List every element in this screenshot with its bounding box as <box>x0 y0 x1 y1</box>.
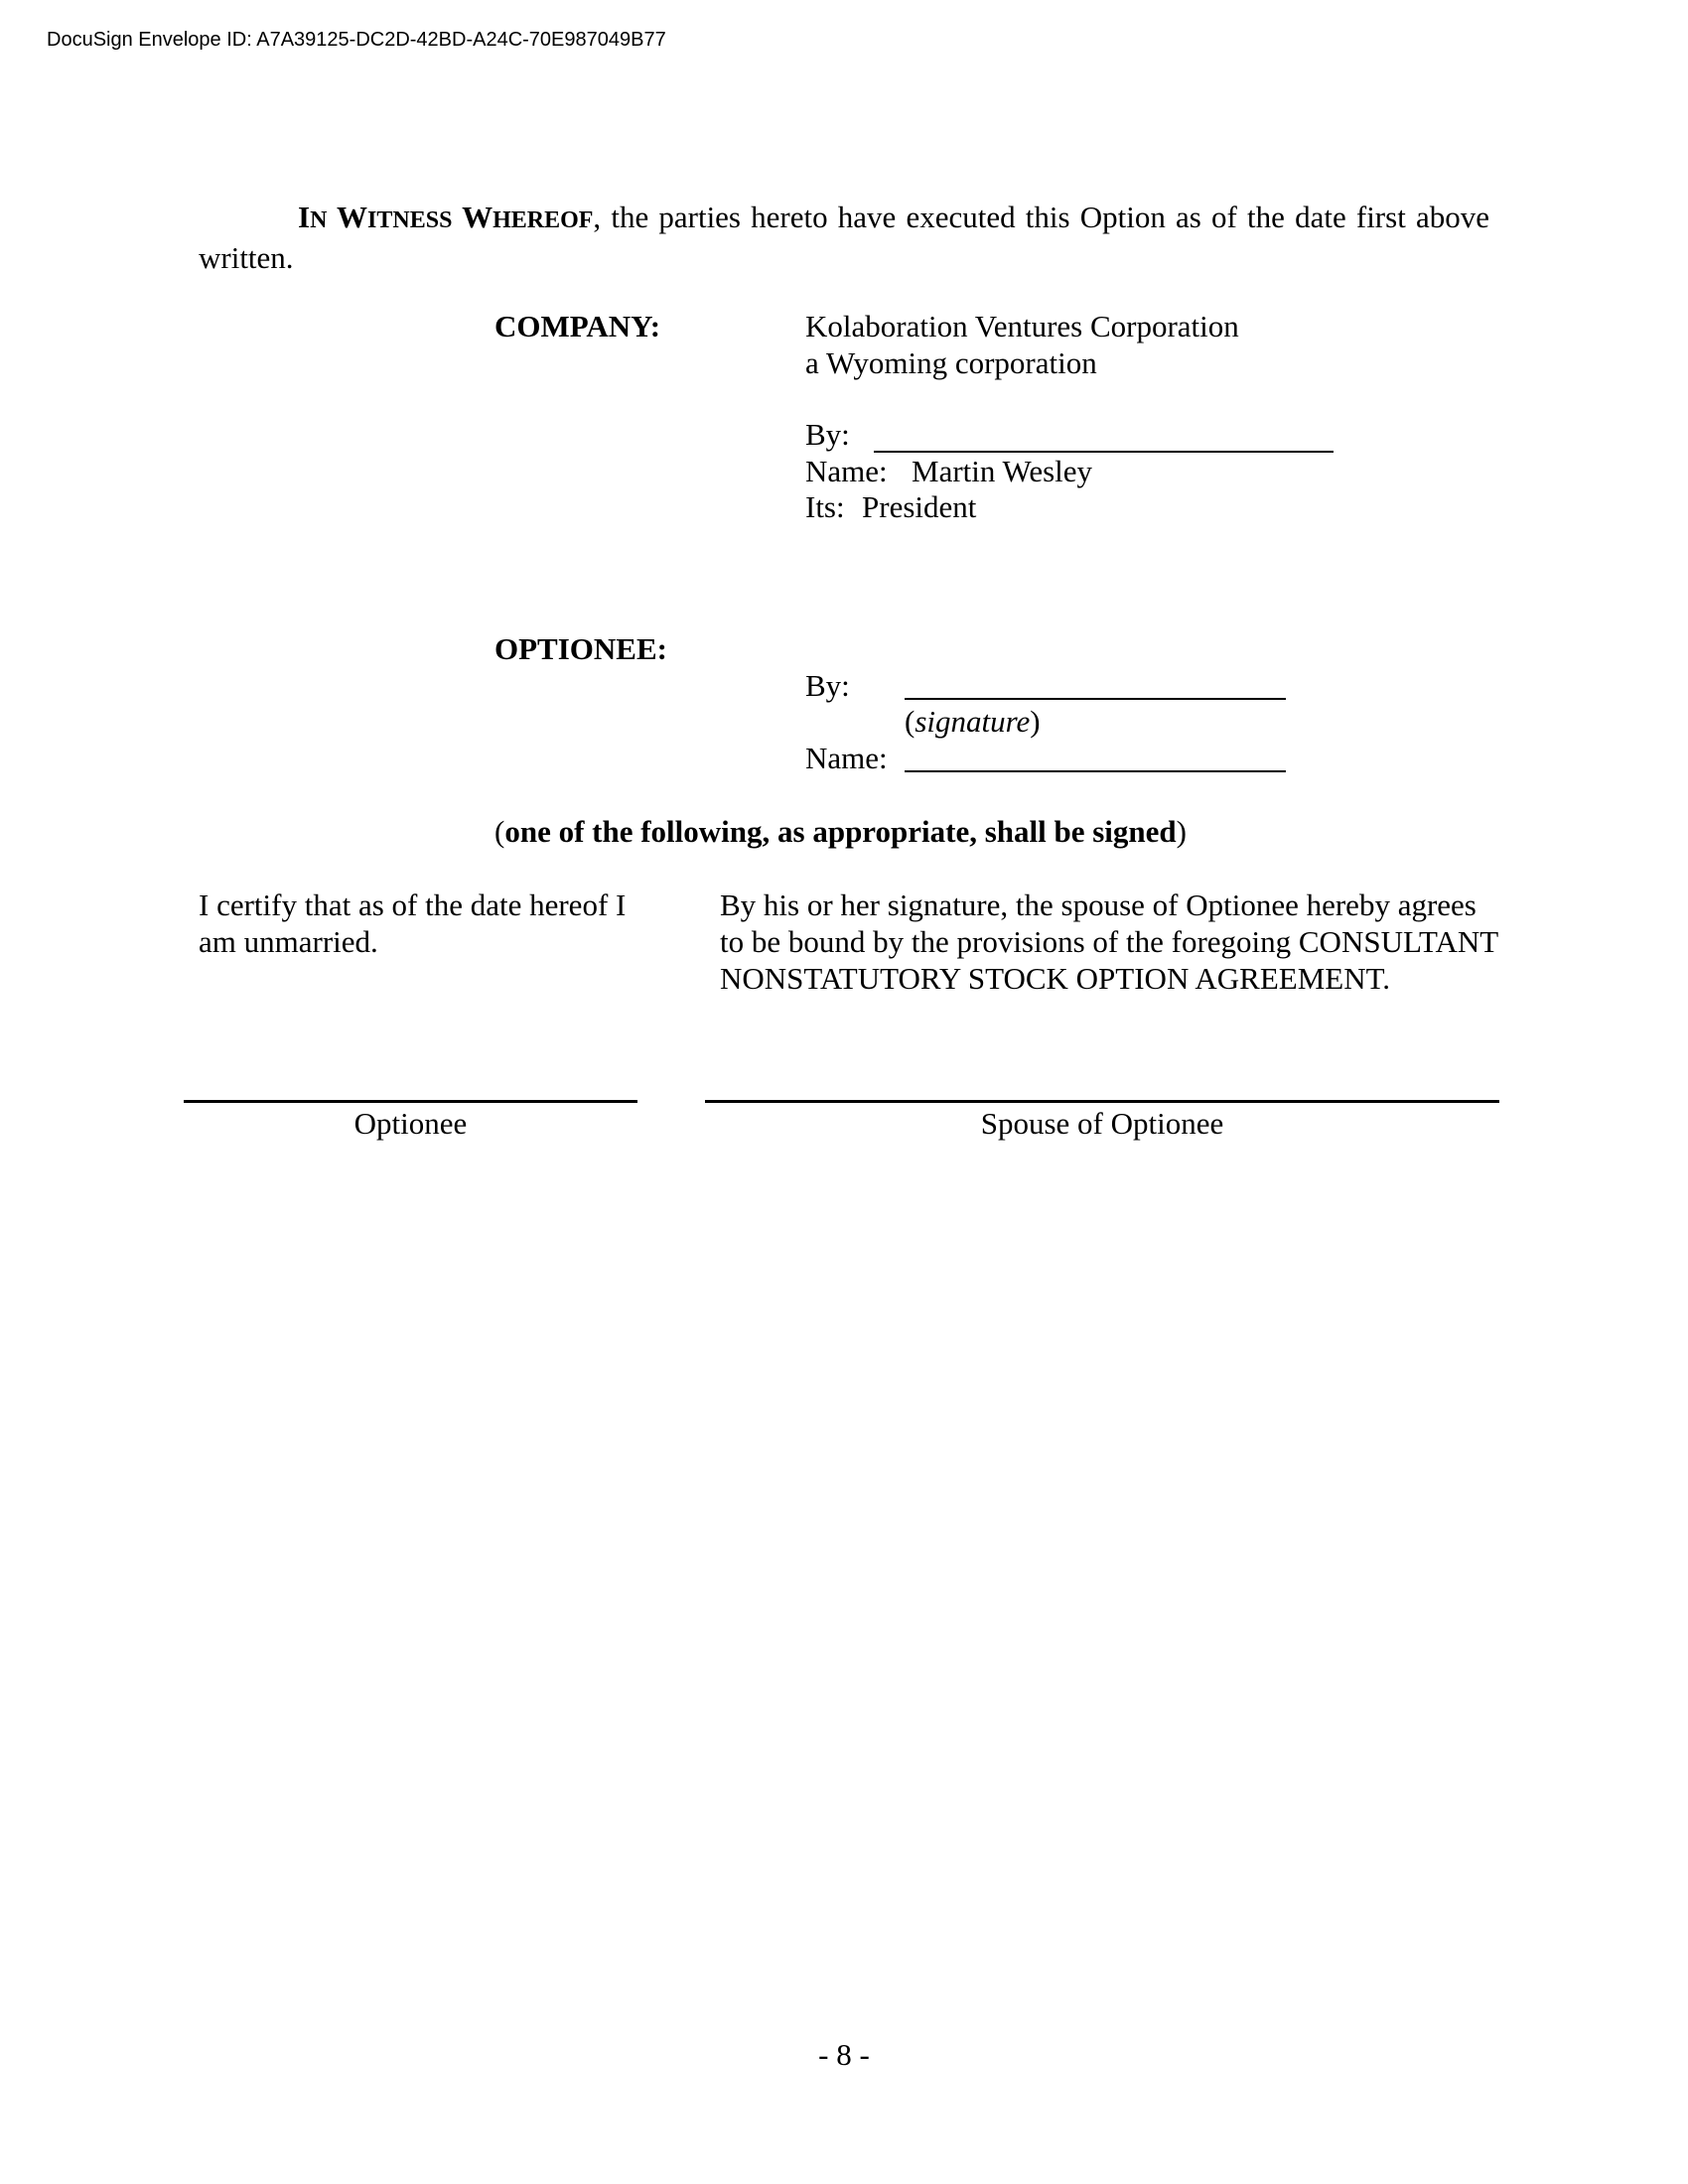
witness-text: , the parties hereto have executed this Option as of the date first above written. <box>199 200 1489 275</box>
company-its-label: Its: <box>805 489 845 524</box>
spouse-consent: By his or her signature, the spouse of Optionee hereby agrees to be bound by the provisions of the foregoing CONSULTANT NONSTATUTORY STOCK OPTION AGREEMENT. <box>720 887 1498 996</box>
signing-instruction: (one of the following, as appropriate, shall be signed) <box>494 814 1187 849</box>
company-description: a Wyoming corporation <box>805 345 1097 380</box>
company-signer-name: Martin Wesley <box>912 454 1093 488</box>
optionee-certification-signature-line[interactable] <box>184 1100 637 1103</box>
company-label: COMPANY: <box>494 309 661 343</box>
spouse-signature-line[interactable] <box>705 1100 1499 1103</box>
unmarried-certification: I certify that as of the date hereof I am unmarried. <box>199 887 627 959</box>
company-name: Kolaboration Ventures Corporation <box>805 309 1239 343</box>
company-signature-line[interactable] <box>874 451 1334 453</box>
witness-paragraph <box>199 199 1489 276</box>
docusign-envelope-id: DocuSign Envelope ID: A7A39125-DC2D-42BD-A24C-70E987049B77 <box>47 29 666 51</box>
company-signer-title: President <box>862 489 977 524</box>
page-number: - 8 - <box>818 2037 870 2072</box>
optionee-by-label: By: <box>805 668 850 703</box>
optionee-signature-hint: (signature) <box>905 704 1041 739</box>
witness-lead: IN WITNESS WHEREOF <box>298 200 594 234</box>
optionee-label: OPTIONEE: <box>494 631 667 666</box>
spouse-caption: Spouse of Optionee <box>980 1106 1224 1141</box>
optionee-name-label: Name: <box>805 741 888 775</box>
company-by-label: By: <box>805 417 850 452</box>
optionee-name-line[interactable] <box>905 770 1286 772</box>
company-name-label: Name: <box>805 454 888 488</box>
optionee-caption: Optionee <box>353 1106 468 1141</box>
optionee-signature-line[interactable] <box>905 698 1286 700</box>
